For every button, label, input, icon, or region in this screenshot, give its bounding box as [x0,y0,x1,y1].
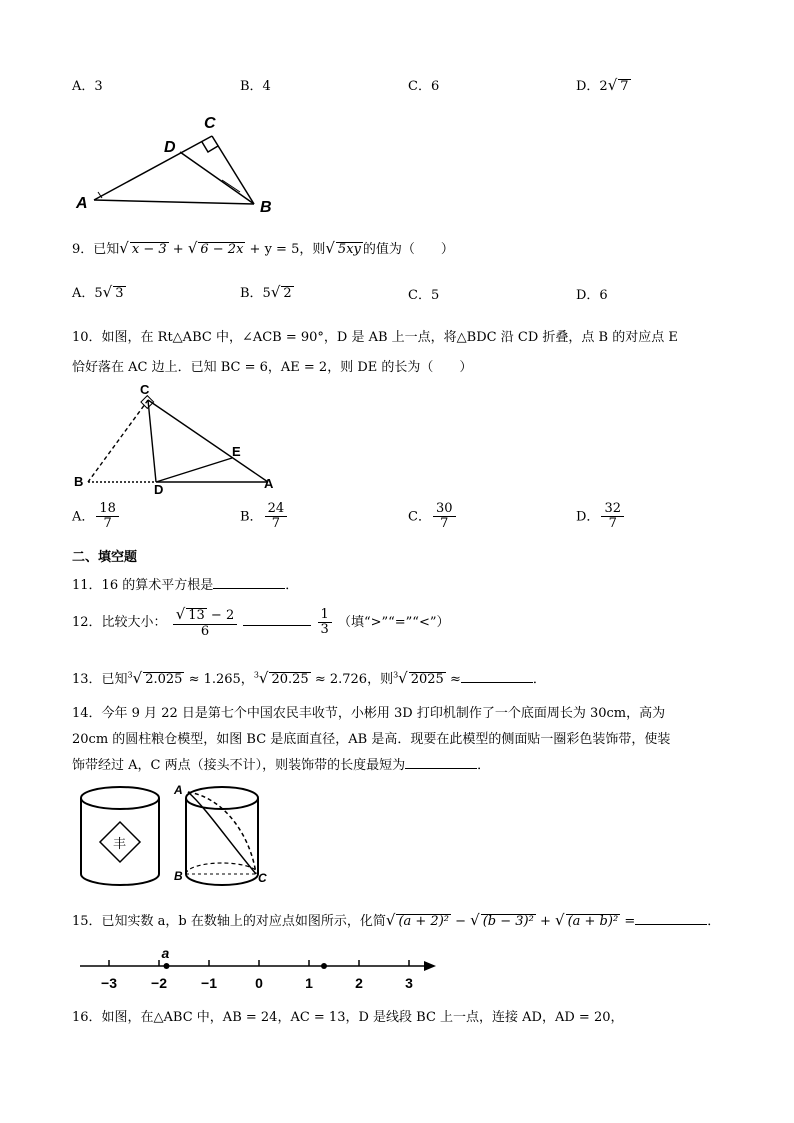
question-11: 11．16 的算术平方根是 ． [72,578,299,593]
number-line-tick-label: −1 [201,975,217,991]
radical-sign: √ [325,239,335,257]
q9-radicand-1: x − 3 [131,242,167,257]
fig-label-d: D [164,139,176,156]
answer-blank[interactable] [635,912,707,925]
point-b [321,963,327,969]
q9-option-d: D．6 [576,288,608,303]
point-a [164,963,170,969]
number-line-tick-label: 0 [255,975,263,991]
q9-radicand-2: 6 − 2x [200,242,244,257]
answer-blank[interactable] [405,756,477,769]
number-line-tick-label: 1 [305,975,313,991]
radical-sign: √ [607,76,618,94]
q9-intro: 已知 [93,242,120,257]
fig-label-b: B [74,474,84,489]
point-a-label: a [161,945,170,961]
number-line-tick-label: −3 [101,975,117,991]
q8-option-a: A．3 [72,79,103,94]
answer-blank[interactable] [213,576,285,589]
q9-radicand-3: 5xy [337,242,361,257]
q10-triangle-figure [72,382,292,494]
fig-label-c: C [258,871,267,885]
q8-option-d-radicand: 7 [620,79,629,94]
q10-line-1: 10．如图，在 Rt△ABC 中，∠ACB = 90°，D 是 AB 上一点，将△BDC 沿 CD 折叠，点 B 的对应点 E [72,330,678,345]
q10-option-d: D． $\frac{32}{7}$ [576,502,626,532]
number-line-tick-label: 2 [355,975,363,991]
question-16: 16．如图，在△ABC 中，AB = 24，AC = 13，D 是线段 BC 上一点，连接 AD，AD = 20， [72,1010,624,1025]
question-9 [72,238,454,258]
number-line-tick-label: 3 [405,975,413,991]
fig-label-e: E [232,444,241,459]
q8-option-c: C．6 [408,79,440,94]
answer-blank[interactable] [461,670,533,683]
fig-label-a: A [264,476,274,491]
fig-label-c: C [140,382,150,397]
question-12: 12．比较大小： $\frac{√ 13 - 2}{6}$ $\frac{1}{3}$ （填“>”“=”“<”） [72,605,450,639]
q15-number-line [76,940,446,994]
q9-end-text: 的值为（ ） [362,242,454,257]
radical-sign: √ [119,239,129,257]
q9-option-b: B．5√ 2 [240,283,292,301]
fig-label-b: B [260,199,272,216]
q8-option-d-prefix: D．2 [576,79,608,94]
q8-option-b: B．4 [240,79,271,94]
q12-fraction-left: $\frac{√ 13 - 2}{6}$ [173,606,238,639]
fig-label-d: D [154,482,164,494]
q14-line-3: 饰带经过 A，C 两点（接头不计），则装饰带的长度最短为 ． [72,758,491,773]
q10-line-2: 恰好落在 AC 边上．已知 BC = 6，AE = 2，则 DE 的长为（ ） [72,360,473,375]
q14-line-2: 20cm 的圆柱粮仓模型，如图 BC 是底面直径，AB 是高．现要在此模型的侧面贴一圈彩色装饰带，使装 [72,732,671,747]
q10-option-a: A． $\frac{18}{7}$ [72,502,121,532]
q12-fraction-right: $\frac{1}{3}$ [318,608,332,638]
q14-cylinder-figure [76,778,276,890]
q9-option-a: A．5√ 3 [72,283,124,301]
q10-option-b: B． $\frac{24}{7}$ [240,502,289,532]
section-title: 二、填空题 [72,550,138,565]
q9-mid-text: + y = 5，则 [249,242,326,257]
question-15: 15．已知实数 a，b 在数轴上的对应点如图所示，化简√ (a + 2)² − √ (b − 3)² + √ (a + b)² = ． [72,911,721,929]
fig-label-a: A [76,195,88,212]
radical-sign: √ [187,239,198,257]
q9-option-c: C．5 [408,288,440,303]
fig-label-b: B [174,869,183,883]
q9-plus: + [172,242,184,257]
q10-option-c: C． $\frac{30}{7}$ [408,502,458,532]
fig-label-a: A [174,783,183,797]
q8-triangle-figure [72,108,292,218]
fig-label-c: C [204,115,216,132]
answer-blank[interactable] [243,613,311,626]
q9-number: 9． [72,242,94,257]
q14-line-1: 14．今年 9 月 22 日是第七个中国农民丰收节，小彬用 3D 打印机制作了一个底面周长为 30cm，高为 [72,706,666,721]
number-line-tick-label: −2 [151,975,167,991]
q8-option-d [576,75,631,95]
granary-character: 丰 [113,836,127,851]
arrow-icon [424,961,436,971]
question-13: 13．已知$^3$√ 2.025 ≈ 1.265，$^3$√ 20.25 ≈ 2.726，则$^3$√ 2025 ≈ ． [72,669,546,687]
